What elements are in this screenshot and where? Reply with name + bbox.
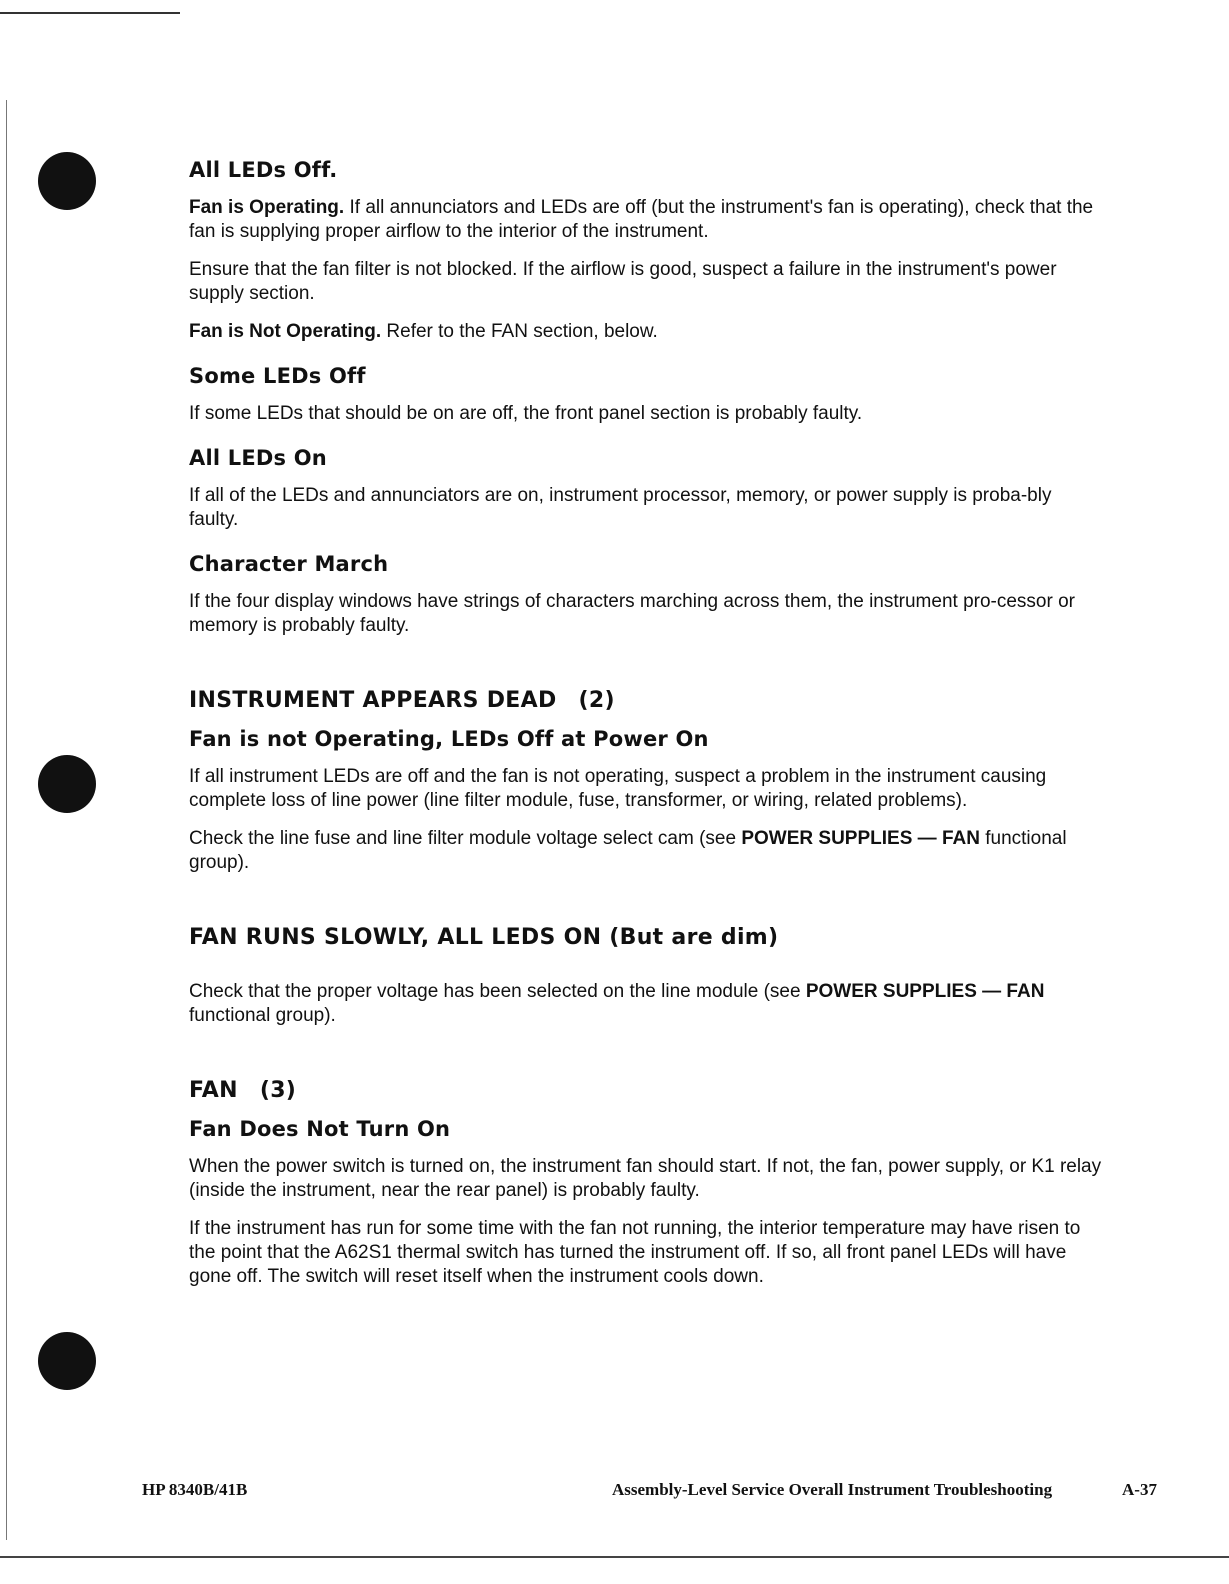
text-check-proper-voltage: Check that the proper voltage has been selected on the line module (see [189, 981, 806, 1002]
text-fan-operating: If all annunciators and LEDs are off (but the instrument's fan is operating), check that the fan is supplying proper airflow to the interior of the instrument. [189, 197, 1094, 242]
binder-hole-bottom [38, 1332, 96, 1390]
heading-fan-number: (3) [259, 1078, 297, 1103]
subheading-fan-does-not-turn-on: Fan Does Not Turn On [189, 1117, 451, 1141]
paragraph-fan-operating [189, 196, 1104, 244]
lead-fan-not-operating: Fan is Not Operating. [189, 321, 382, 342]
heading-some-leds-off: Some LEDs Off [189, 364, 366, 388]
paragraph-loss-of-line-power: If all instrument LEDs are off and the fan is not operating, suspect a problem in the instrument causing complete loss of line power (line filter module, fuse, transformer, or wiring, related problems). [189, 766, 1047, 811]
paragraph-thermal-switch: If the instrument has run for some time with the fan not running, the interior temperature may have risen to the point that the A62S1 thermal switch has turned the instrument off. If so, all front panel LEDs will have gone off. The switch will reset itself when the instrument cools down. [189, 1218, 1081, 1287]
text-check-line-fuse: Check the line fuse and line filter module voltage select cam (see [189, 828, 742, 849]
ref-power-supplies-fan-2: POWER SUPPLIES — FAN [805, 981, 1045, 1002]
heading-character-march: Character March [189, 552, 389, 576]
heading-all-leds-on: All LEDs On [189, 446, 327, 470]
binder-hole-top [38, 152, 96, 210]
left-margin-rule [6, 100, 7, 1540]
bottom-rule [0, 1556, 1229, 1558]
top-rule [0, 12, 180, 14]
heading-instrument-appears-dead-text: INSTRUMENT APPEARS DEAD [189, 688, 557, 713]
paragraph-check-line-fuse [189, 827, 1104, 875]
heading-fan-runs-slowly: FAN RUNS SLOWLY, ALL LEDS ON (But are dim) [189, 925, 779, 950]
heading-instrument-appears-dead [189, 688, 1104, 713]
heading-instrument-appears-dead-number: (2) [578, 688, 615, 713]
heading-fan [189, 1078, 1104, 1103]
text-functional-group-2: functional group). [189, 1005, 336, 1026]
paragraph-all-leds-on: If all of the LEDs and annunciators are on, instrument processor, memory, or power supply is proba-bly faulty. [189, 485, 1052, 530]
paragraph-fan-not-operating [189, 320, 1104, 344]
subheading-fan-not-operating-leds-off: Fan is not Operating, LEDs Off at Power On [189, 727, 709, 751]
footer-page-number: A-37 [1122, 1480, 1157, 1499]
text-fan-not-operating: Refer to the FAN section, below. [381, 321, 658, 342]
footer-section-title: Assembly-Level Service Overall Instrument Troubleshooting [612, 1480, 1053, 1499]
paragraph-some-leds-off: If some LEDs that should be on are off, the front panel section is probably faulty. [189, 403, 863, 424]
footer-model: HP 8340B/41B [142, 1480, 248, 1499]
heading-fan-text: FAN [189, 1078, 238, 1103]
paragraph-character-march: If the four display windows have strings of characters marching across them, the instrument pro-cessor or memory is probably faulty. [189, 591, 1075, 636]
binder-hole-middle [38, 755, 96, 813]
paragraph-fan-filter: Ensure that the fan filter is not blocked. If the airflow is good, suspect a failure in the instrument's power supply section. [189, 259, 1057, 304]
paragraph-power-switch: When the power switch is turned on, the instrument fan should start. If not, the fan, power supply, or K1 relay (inside the instrument, near the rear panel) is probably faulty. [189, 1156, 1102, 1201]
lead-fan-operating: Fan is Operating. [189, 197, 345, 218]
paragraph-check-proper-voltage [189, 980, 1104, 1028]
ref-power-supplies-fan-1: POWER SUPPLIES — FAN [741, 828, 980, 849]
text-functional-group-1: functional group). [189, 828, 1067, 873]
heading-all-leds-off: All LEDs Off. [189, 158, 338, 182]
page-content [189, 158, 1104, 1303]
